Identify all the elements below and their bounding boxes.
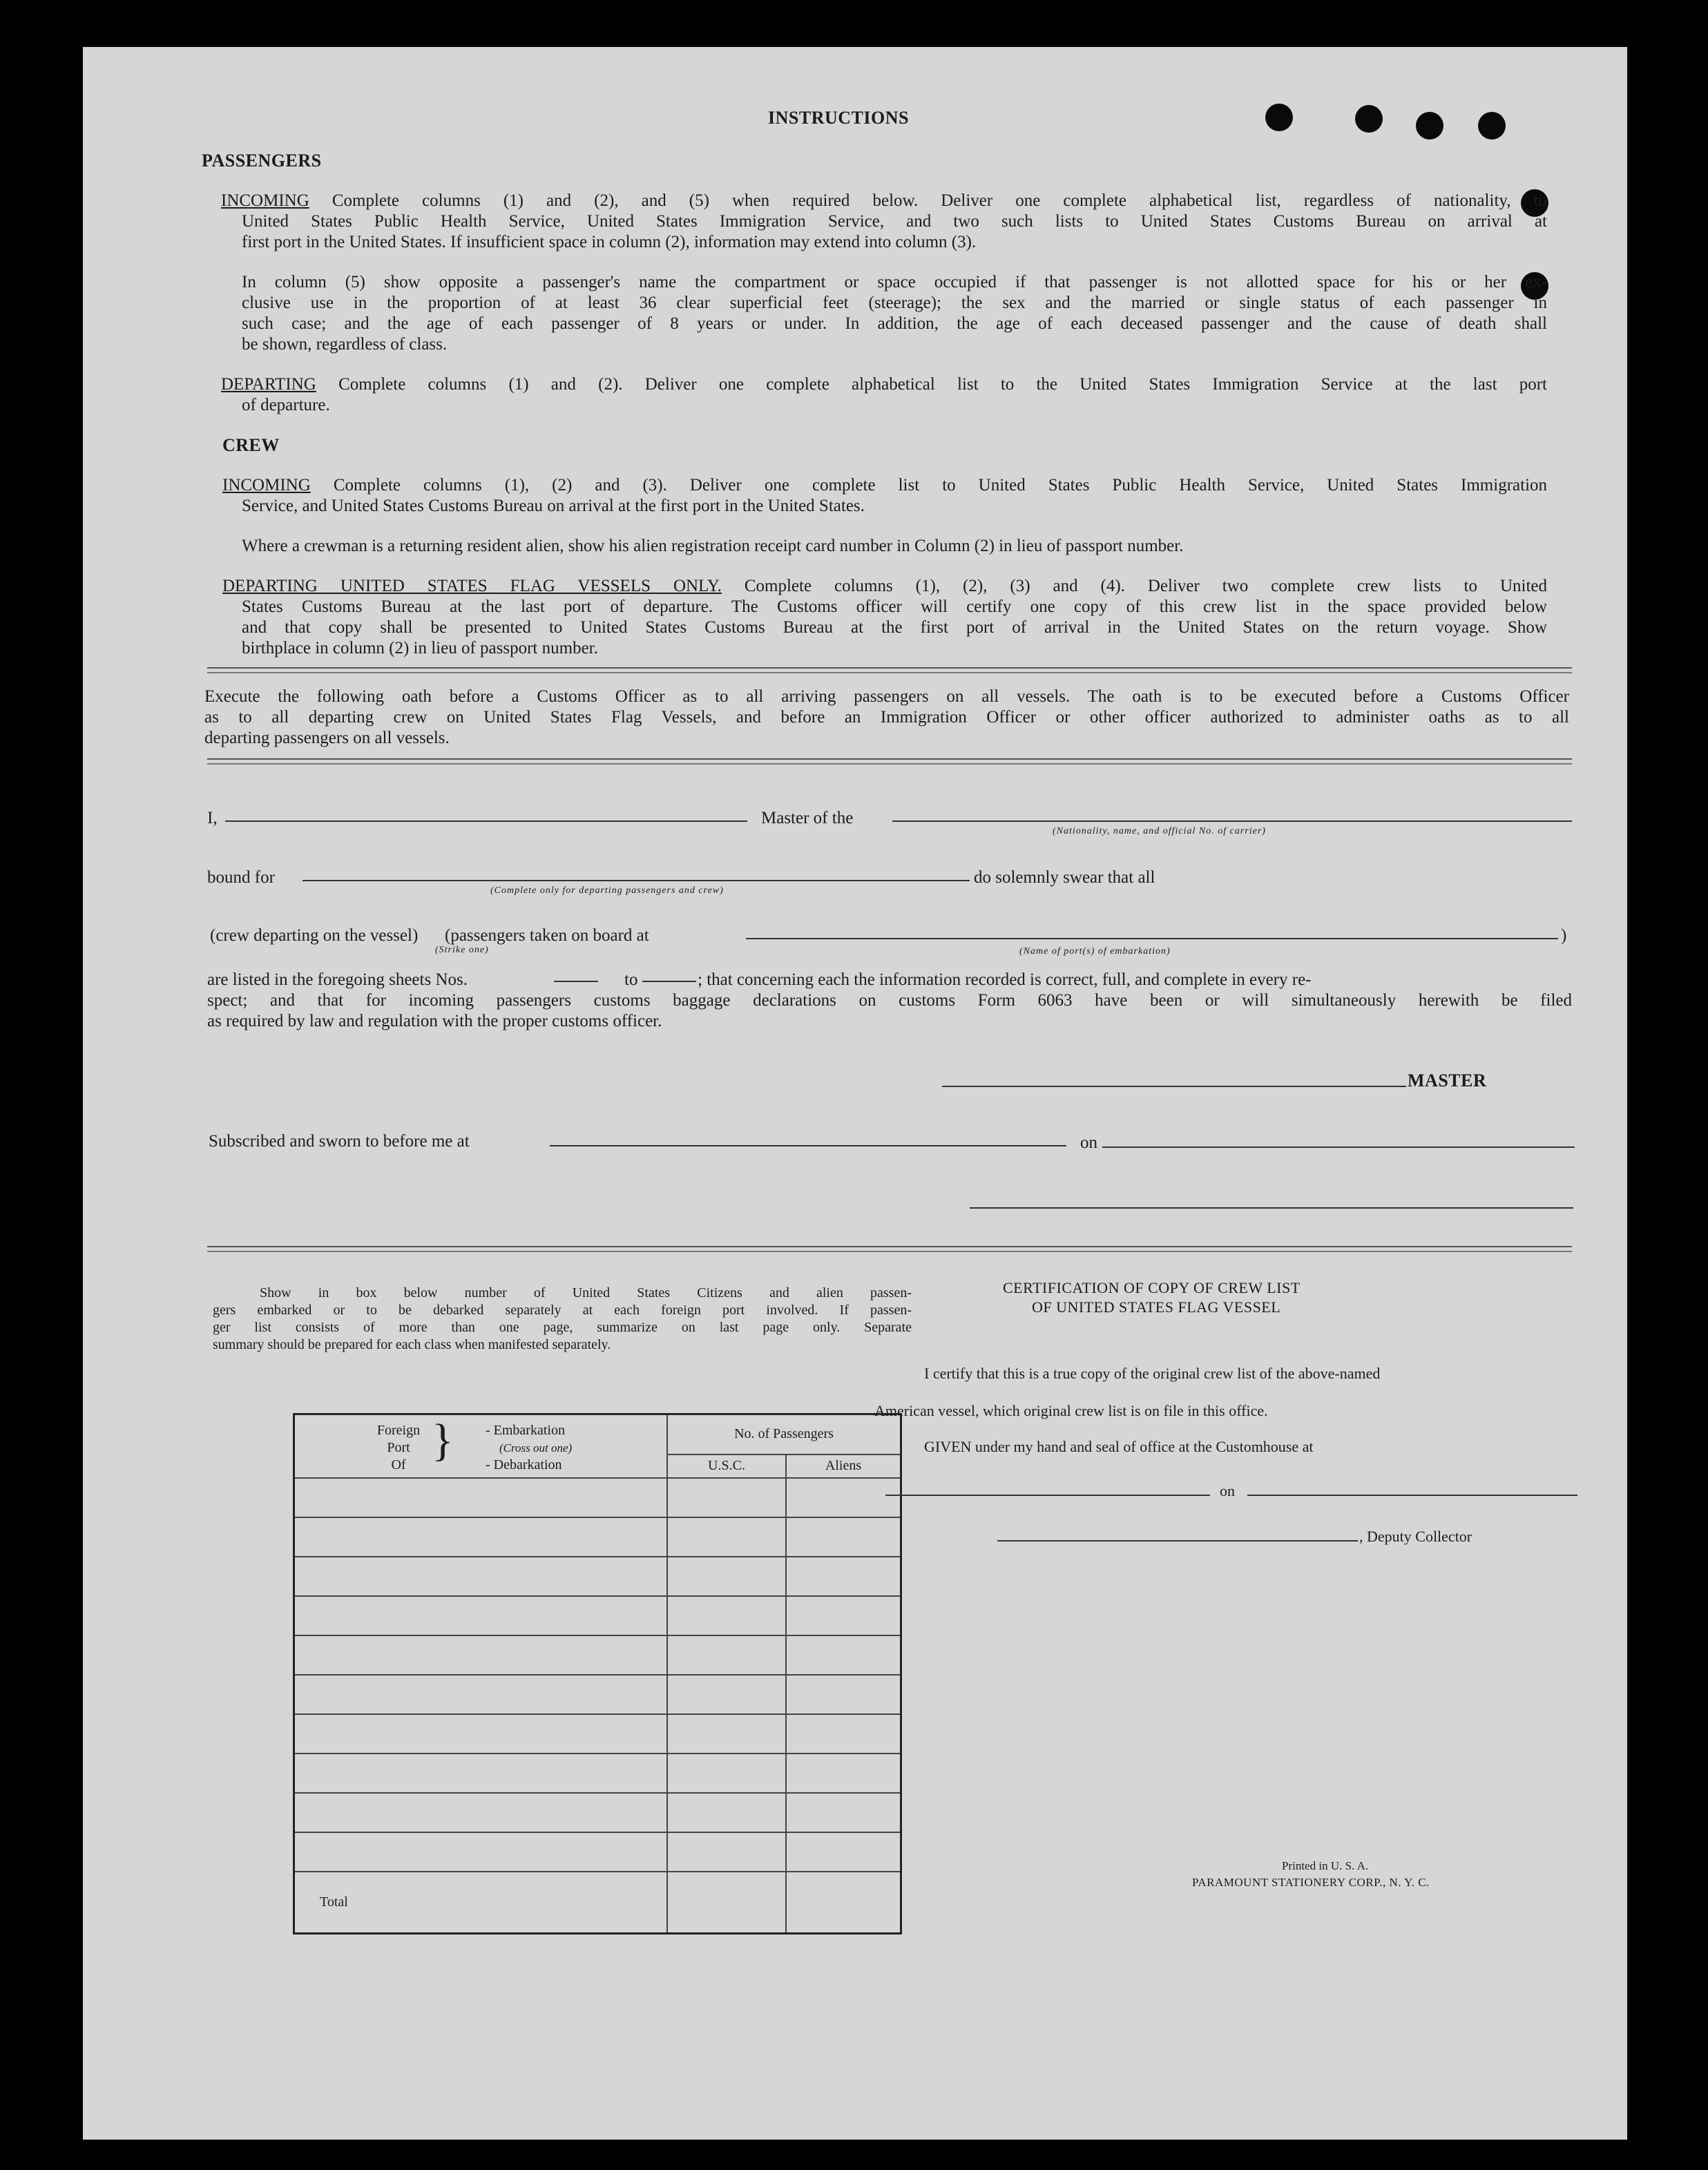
- usc-header: U.S.C.: [667, 1454, 786, 1478]
- crew-heading: CREW: [222, 435, 280, 455]
- aliens-cell[interactable]: [786, 1675, 901, 1714]
- port-cell[interactable]: [294, 1793, 668, 1832]
- oath-spect-line: spect; and that for incoming passengers customs baggage declarations on customs Form 6063 have been or will simultaneously herewith be filed: [207, 991, 1572, 1010]
- sheet-to-field[interactable]: [642, 981, 696, 982]
- of-label: Of: [391, 1457, 406, 1472]
- no-passengers-header: No. of Passengers: [667, 1414, 901, 1454]
- customhouse-field[interactable]: [885, 1495, 1210, 1496]
- usc-cell[interactable]: [667, 1635, 786, 1675]
- passengers-departing-line-1: DEPARTING Complete columns (1) and (2). Deliver one complete alphabetical list to the United States Immigration Service at the last port: [221, 375, 1548, 394]
- oath-i-label: I,: [207, 809, 218, 827]
- divider-3: [207, 1246, 1572, 1252]
- carrier-caption: (Nationality, name, and official No. of carrier): [1053, 826, 1266, 836]
- aliens-cell[interactable]: [786, 1714, 901, 1754]
- port-cell[interactable]: [294, 1754, 668, 1793]
- total-label: Total: [294, 1872, 668, 1934]
- punch-hole-3: [1416, 112, 1443, 140]
- passengers-incoming-line-1: INCOMING Complete columns (1) and (2), and (5) when required below. Deliver one complete alphabetical list, regardless of nationality, to: [221, 191, 1548, 210]
- ports-caption: (Name of port(s) of embarkation): [1019, 946, 1171, 957]
- usc-cell[interactable]: [667, 1517, 786, 1557]
- strike-one-caption: (Strike one): [435, 945, 489, 955]
- bound-for-caption: (Complete only for departing passengers and crew): [490, 885, 724, 896]
- port-cell[interactable]: [294, 1675, 668, 1714]
- column5-line-4: be shown, regardless of class.: [242, 335, 448, 354]
- port-cell[interactable]: [294, 1714, 668, 1754]
- deputy-signature-field[interactable]: [997, 1540, 1358, 1542]
- punch-hole-4: [1478, 112, 1506, 140]
- summary-note-line-4: summary should be prepared for each class when manifested separately.: [213, 1337, 611, 1352]
- divider-1: [207, 667, 1572, 673]
- oath-intro-line-3: departing passengers on all vessels.: [204, 729, 450, 747]
- certification-title-line-1: CERTIFICATION OF COPY OF CREW LIST: [1003, 1279, 1301, 1296]
- aliens-cell[interactable]: [786, 1557, 901, 1596]
- divider-2: [207, 758, 1572, 765]
- oath-intro-line-1: Execute the following oath before a Customs Officer as to all arriving passengers on all vessels. The oath is to be executed before a Customs Officer: [204, 687, 1569, 706]
- vessel-line: American vessel, which original crew list is on file in this office.: [874, 1402, 1268, 1419]
- master-label: MASTER: [1408, 1070, 1487, 1091]
- crew-departing-label: DEPARTING UNITED STATES FLAG VESSELS ONLY.: [222, 577, 722, 595]
- printer-line-2: PARAMOUNT STATIONERY CORP., N. Y. C.: [1192, 1876, 1430, 1889]
- usc-cell[interactable]: [667, 1832, 786, 1872]
- column5-line-3: such case; and the age of each passenger of 8 years or under. In addition, the age of each deceased passenger and the cause of death shall: [242, 314, 1547, 333]
- crew-departing-option: (crew departing on the vessel): [210, 926, 419, 945]
- crew-resident-line: Where a crewman is a returning resident alien, show his alien registration receipt card number in Column (2) in lieu of passport number.: [242, 537, 1184, 555]
- aliens-cell[interactable]: [786, 1635, 901, 1675]
- page-title: INSTRUCTIONS: [768, 108, 909, 128]
- crew-departing-line-2: States Customs Bureau at the last port of departure. The Customs officer will certify one copy of this crew list in the space provided below: [242, 597, 1547, 616]
- given-line: GIVEN under my hand and seal of office at the Customhouse at: [924, 1438, 1314, 1455]
- certify-line: I certify that this is a true copy of the original crew list of the above-named: [924, 1365, 1381, 1382]
- summary-note-line-1: Show in box below number of United States Citizens and alien passen-: [260, 1285, 912, 1300]
- port-cell[interactable]: [294, 1832, 668, 1872]
- master-of-the-label: Master of the: [761, 809, 854, 827]
- port-label: Port: [387, 1440, 410, 1455]
- deputy-collector-label: , Deputy Collector: [1359, 1528, 1472, 1545]
- punch-hole-2: [1355, 105, 1383, 133]
- passengers-incoming-line-3: first port in the United States. If insufficient space in column (2), information may extend into column (3).: [242, 233, 977, 251]
- certification-on-label: on: [1220, 1482, 1235, 1499]
- total-usc-cell[interactable]: [667, 1872, 786, 1934]
- port-cell[interactable]: [294, 1557, 668, 1596]
- punch-hole-1: [1265, 104, 1293, 131]
- swear-label: do solemnly swear that all: [974, 868, 1155, 887]
- passengers-departing-label: DEPARTING: [221, 375, 316, 394]
- usc-cell[interactable]: [667, 1714, 786, 1754]
- crew-incoming-line-2: Service, and United States Customs Bureau on arrival at the first port in the United States.: [242, 497, 865, 515]
- bound-for-field[interactable]: [303, 880, 970, 881]
- cross-out-label: (Cross out one): [499, 1441, 573, 1454]
- aliens-cell[interactable]: [786, 1517, 901, 1557]
- usc-cell[interactable]: [667, 1754, 786, 1793]
- summary-note-line-3: ger list consists of more than one page, summarize on last page only. Separate: [213, 1320, 912, 1335]
- master-signature-field[interactable]: [942, 1086, 1406, 1087]
- total-aliens-cell[interactable]: [786, 1872, 901, 1934]
- oath-intro-line-2: as to all departing crew on United States Flag Vessels, and before an Immigration Officer or other officer authorized to administer oaths as to all: [204, 708, 1569, 727]
- oath-law-line: as required by law and regulation with the proper customs officer.: [207, 1012, 662, 1030]
- listed-sheets-label: are listed in the foregoing sheets Nos.: [207, 970, 468, 989]
- certification-title-line-2: OF UNITED STATES FLAG VESSEL: [1032, 1298, 1281, 1316]
- crew-departing-line-4: birthplace in column (2) in lieu of passport number.: [242, 639, 598, 657]
- printer-line-1: Printed in U. S. A.: [1282, 1859, 1369, 1872]
- passengers-taken-option: (passengers taken on board at: [445, 926, 649, 945]
- subscribed-label: Subscribed and sworn to before me at: [209, 1132, 470, 1151]
- embarkation-label: - Embarkation: [486, 1423, 565, 1438]
- crew-departing-line-1: DEPARTING UNITED STATES FLAG VESSELS ONLY. Complete columns (1), (2), (3) and (4). Deliver two complete crew lists to United: [222, 577, 1547, 595]
- port-cell[interactable]: [294, 1517, 668, 1557]
- passengers-incoming-label: INCOMING: [221, 191, 309, 210]
- form-page: [83, 47, 1627, 2140]
- aliens-cell[interactable]: [786, 1832, 901, 1872]
- listed-sheets-rest: ; that concerning each the information recorded is correct, full, and complete in every re-: [698, 970, 1312, 989]
- usc-cell[interactable]: [667, 1675, 786, 1714]
- usc-cell[interactable]: [667, 1557, 786, 1596]
- aliens-header: Aliens: [786, 1454, 901, 1478]
- crew-incoming-line-1: INCOMING Complete columns (1), (2) and (3). Deliver one complete list to United States Public Health Service, United States Immigration: [222, 476, 1548, 495]
- aliens-cell[interactable]: [786, 1478, 901, 1517]
- brace-glyph: }: [432, 1415, 454, 1466]
- passenger-summary-table: [293, 1413, 902, 1934]
- port-cell[interactable]: [294, 1478, 668, 1517]
- usc-cell[interactable]: [667, 1596, 786, 1635]
- passengers-incoming-line-2: United States Public Health Service, United States Immigration Service, and two such lists to United States Customs Bureau on arrival at: [242, 212, 1547, 231]
- master-name-field[interactable]: [225, 820, 747, 822]
- debarkation-label: - Debarkation: [486, 1457, 562, 1472]
- sworn-at-field[interactable]: [550, 1145, 1066, 1146]
- passengers-heading: PASSENGERS: [202, 151, 322, 171]
- summary-note-line-2: gers embarked or to be debarked separately at each foreign port involved. If passen-: [213, 1303, 912, 1318]
- port-cell[interactable]: [294, 1596, 668, 1635]
- sworn-date-field[interactable]: [1102, 1146, 1575, 1148]
- crew-incoming-label: INCOMING: [222, 476, 311, 495]
- close-paren: ): [1561, 926, 1567, 945]
- certification-date-field[interactable]: [1247, 1495, 1577, 1496]
- aliens-cell[interactable]: [786, 1793, 901, 1832]
- passengers-departing-line-2: of departure.: [242, 396, 330, 414]
- column5-line-2: clusive use in the proportion of at least 36 clear superficial feet (steerage); the sex and the married or single status of each passenger in: [242, 294, 1547, 312]
- port-header-cell: [294, 1414, 668, 1478]
- sheet-from-field[interactable]: [554, 981, 598, 982]
- embarkation-ports-field[interactable]: [746, 938, 1558, 939]
- bound-for-label: bound for: [207, 868, 275, 887]
- aliens-cell[interactable]: [786, 1596, 901, 1635]
- aliens-cell[interactable]: [786, 1754, 901, 1793]
- column5-line-1: In column (5) show opposite a passenger's name the compartment or space occupied if that passenger is not allotted space for his or her ex-: [242, 273, 1547, 291]
- crew-departing-line-3: and that copy shall be presented to United States Customs Bureau at the first port of arrival in the United States on the return voyage. Show: [242, 618, 1547, 637]
- usc-cell[interactable]: [667, 1478, 786, 1517]
- foreign-label: Foreign: [376, 1423, 421, 1438]
- officer-signature-field[interactable]: [970, 1207, 1573, 1209]
- listed-to-label: to: [624, 970, 638, 989]
- carrier-field[interactable]: [892, 820, 1572, 822]
- sworn-on-label: on: [1080, 1133, 1097, 1152]
- usc-cell[interactable]: [667, 1793, 786, 1832]
- port-cell[interactable]: [294, 1635, 668, 1675]
